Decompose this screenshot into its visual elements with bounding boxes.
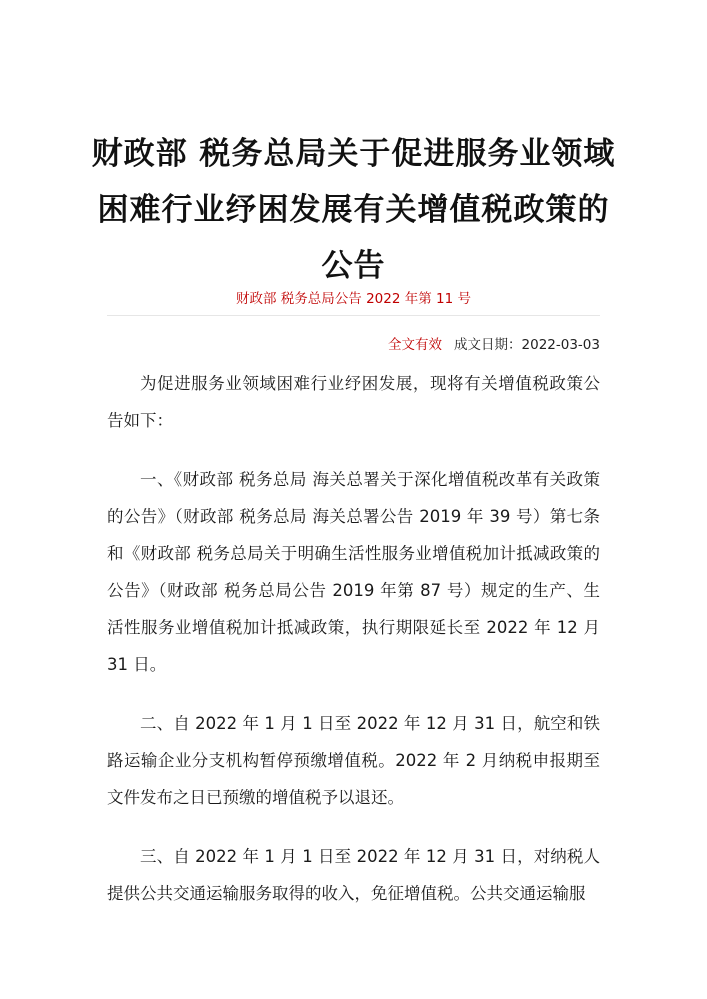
title-line: 公告 (321, 248, 386, 284)
body-paragraph: 为促进服务业领域困难行业纾困发展，现将有关增值税政策公告如下： (107, 374, 600, 430)
date-label: 成文日期： (454, 337, 522, 353)
body-paragraph: 二、自 2022 年 1 月 1 日至 2022 年 12 月 31 日，航空和铁路运输企业分支机构暂停预缴增值税。2022 年 2 月纳税申报期至文件发布之日已预缴的增值税予以退还。 (107, 714, 600, 807)
header-divider (107, 315, 600, 316)
document-body (107, 365, 600, 934)
title-line: 财政部 税务总局关于促进服务业领域 (91, 136, 616, 172)
body-paragraph: 三、自 2022 年 1 月 1 日至 2022 年 12 月 31 日，对纳税人提供公共交通运输服务取得的收入，免征增值税。公共交通运输服 (107, 847, 600, 903)
body-paragraph: 一、《财政部 税务总局 海关总署关于深化增值税改革有关政策的公告》（财政部 税务总局 海关总署公告 2019 年 39 号）第七条和《财政部 税务总局关于明确生活性服务业增值税加计抵减政策的公告》（财政部 税务总局公告 2019 年第 87 号）规定的生产、生活性服务业增值税加计抵减政策，执行期限延长至 2022 年 12 月 31 日。 (107, 470, 600, 674)
document-status-row (388, 333, 600, 353)
validity-status: 全文有效 (388, 337, 443, 353)
title-line: 困难行业纾困发展有关增值税政策的 (97, 192, 610, 228)
date-value: 2022-03-03 (521, 337, 600, 353)
document-title (60, 126, 647, 294)
document-number: 财政部 税务总局公告 2022 年第 11 号 (236, 291, 471, 307)
